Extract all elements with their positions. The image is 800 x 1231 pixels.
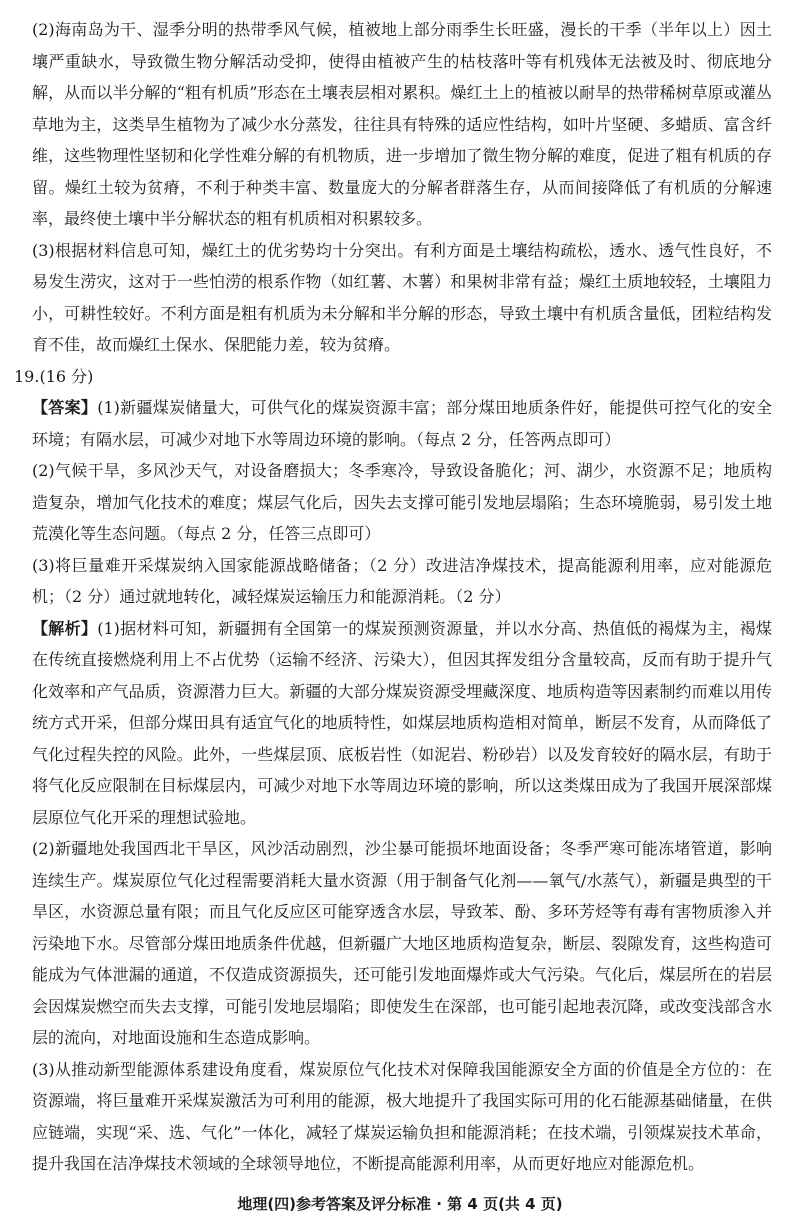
q19-answer-part-1 <box>32 392 772 455</box>
question-19-header: 19.(16 分) <box>14 366 94 386</box>
prev-answer-part-2: (2)海南岛为干、湿季分明的热带季风气候，植被地上部分雨季生长旺盛，漫长的干季（半年以上）因土壤严重缺水，导致微生物分解活动受抑，使得由植被产生的枯枝落叶等有机残体无法被及时、彻底地分解，从而以半分解的“粗有机质”形态在土壤表层相对累积。燥红土上的植被以耐旱的热带稀树草原或灌丛草地为主，这类旱生植物为了减少水分蒸发，往往具有特殊的适应性结构，如叶片坚硬、多蜡质、富含纤维，这些物理性坚韧和化学性难分解的有机物质，进一步增加了微生物分解的难度，促进了粗有机质的存留。燥红土较为贫瘠，不利于种类丰富、数量庞大的分解者群落生存，从而间接降低了有机质的分解速率，最终使土壤中半分解状态的粗有机质相对积累较多。 <box>32 20 772 228</box>
q19-analysis-part-1 <box>32 613 772 834</box>
q19-analysis-part-2: (2)新疆地处我国西北干旱区，风沙活动剧烈，沙尘暴可能损坏地面设备；冬季严寒可能冻堵管道，影响连续生产。煤炭原位气化过程需要消耗大量水资源（用于制备气化剂——氧气/水蒸气），新疆是典型的干旱区，水资源总量有限；而且气化反应区可能穿透含水层，导致苯、酚、多环芳烃等有毒有害物质渗入并污染地下水。尽管部分煤田地质条件优越，但新疆广大地区地质构造复杂，断层、裂隙发育，这些构造可能成为气体泄漏的通道，不仅造成资源损失，还可能引发地面爆炸或大气污染。气化后，煤层所在的岩层会因煤炭燃空而失去支撑，可能引发地层塌陷；即使发生在深部，也可能引起地表沉降，或改变浅部含水层的流向，对地面设施和生态造成影响。 <box>32 839 772 1047</box>
prev-answer-part-3: (3)根据材料信息可知，燥红土的优劣势均十分突出。有利方面是土壤结构疏松，透水、透气性良好，不易发生涝灾，这对于一些怕涝的根系作物（如红薯、木薯）和果树非常有益；燥红土质地较轻，土壤阻力小，可耕性较好。不利方面是粗有机质为未分解和半分解的形态，导致土壤中有机质含量低，团粒结构发育不佳，故而燥红土保水、保肥能力差，较为贫瘠。 <box>32 240 772 354</box>
q19-answer-1-text: (1)新疆煤炭储量大，可供气化的煤炭资源丰富；部分煤田地质条件好，能提供可控气化的安全环境；有隔水层，可减少对地下水等周边环境的影响。（每点 2 分，任答两点即可） <box>32 398 772 449</box>
answer-tag: 【答案】 <box>32 398 98 417</box>
q19-analysis-1-text: (1)据材料可知，新疆拥有全国第一的煤炭预测资源量，并以水分高、热值低的褐煤为主，褐煤在传统直接燃烧利用上不占优势（运输不经济、污染大），但因其挥发组分含量较高，反而有助于提升气化效率和产气品质，资源潜力巨大。新疆的大部分煤炭资源受埋藏深度、地质构造等因素制约而难以用传统方式开采，但部分煤田具有适宜气化的地质特性，如煤层地质构造相对简单，断层不发育，从而降低了气化过程失控的风险。此外，一些煤层顶、底板岩性（如泥岩、粉砂岩）以及发育较好的隔水层，有助于将气化反应限制在目标煤层内，可减少对地下水等周边环境的影响，所以这类煤田成为了我国开展深部煤层原位气化开采的理想试验地。 <box>32 618 772 827</box>
q19-analysis-part-3: (3)从推动新型能源体系建设角度看，煤炭原位气化技术对保障我国能源安全方面的价值是全方位的：在资源端，将巨量难开采煤炭激活为可利用的能源，极大地提升了我国实际可用的化石能源基础储量，在供应链端，实现“采、选、气化”一体化，减轻了煤炭运输负担和能源消耗；在技术端，引领煤炭技术革命，提升我国在洁净煤技术领域的全球领导地位，不断提高能源利用率，从而更好地应对能源危机。 <box>32 1059 772 1173</box>
analysis-tag: 【解析】 <box>32 618 98 638</box>
q19-answer-part-3: (3)将巨量难开采煤炭纳入国家能源战略储备；（2 分）改进洁净煤技术，提高能源利用率，应对能源危机；（2 分）通过就地转化，减轻煤炭运输压力和能源消耗。（2 分） <box>32 555 772 606</box>
q19-answer-part-2: (2)气候干旱，多风沙天气，对设备磨损大；冬季寒冷，导致设备脆化；河、湖少，水资源不足；地质构造复杂，增加气化技术的难度；煤层气化后，因失去支撑可能引发地层塌陷；生态环境脆弱，易引发土地荒漠化等生态问题。（每点 2 分，任答三点即可） <box>32 461 772 543</box>
page-footer: 地理(四)参考答案及评分标准 · 第 4 页(共 4 页) <box>237 1195 563 1213</box>
